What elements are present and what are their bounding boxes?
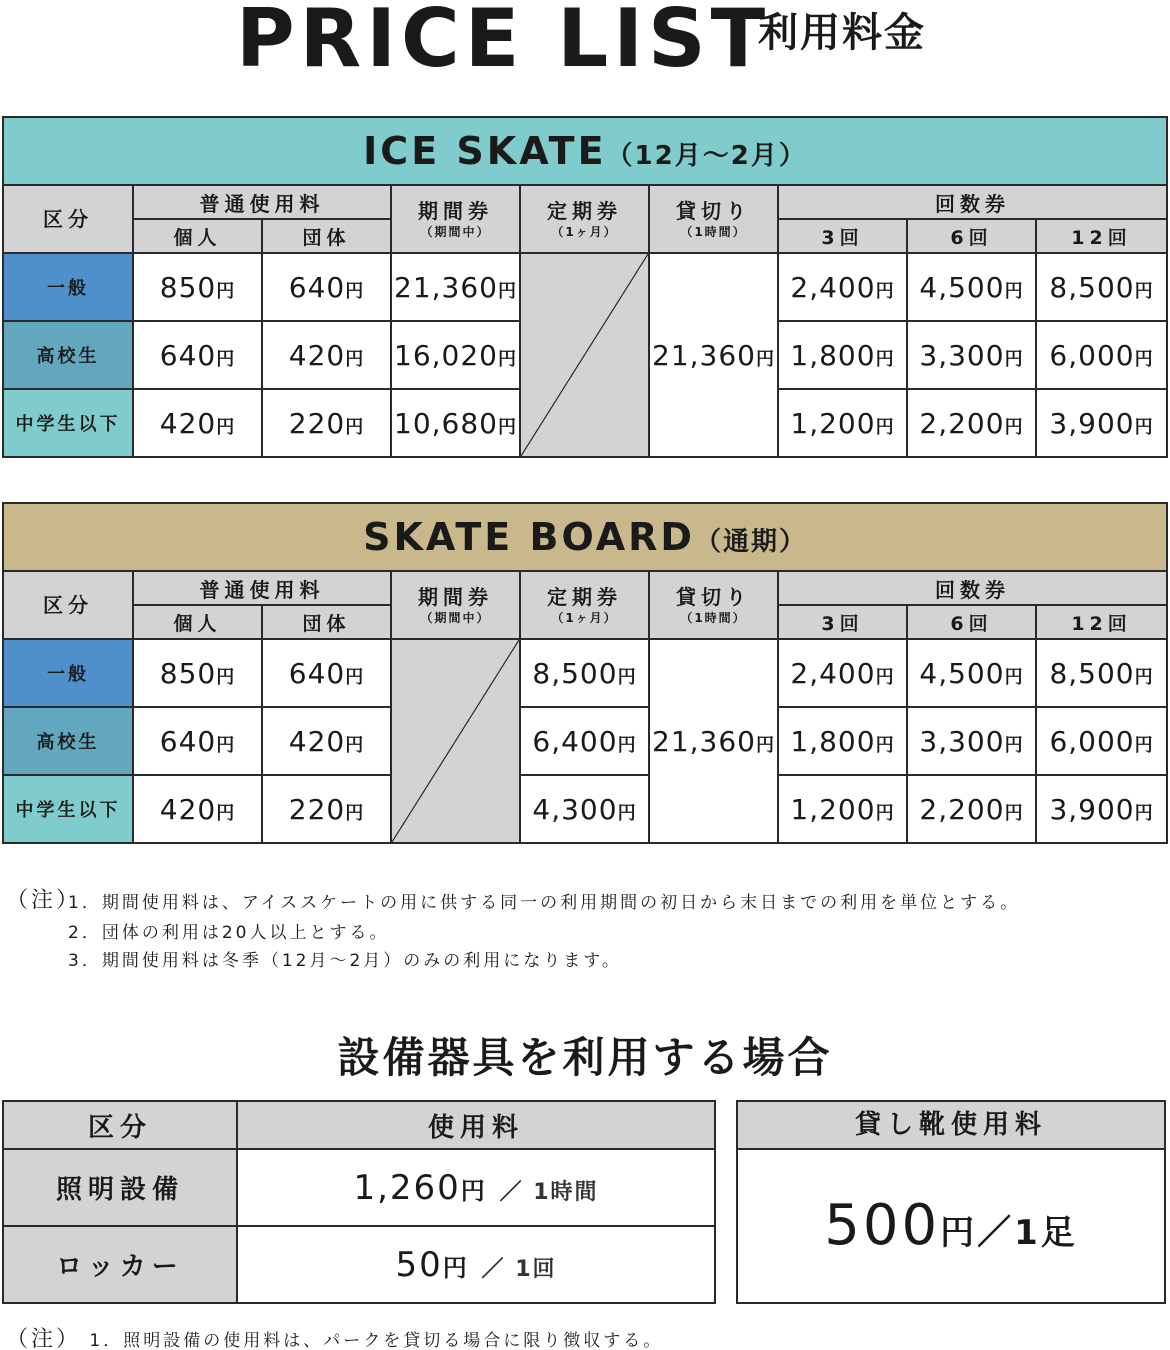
- header-dantai: 団体: [262, 219, 391, 253]
- price-cell: 4,500円: [907, 253, 1036, 321]
- note-line-2: 2．団体の利用は20人以上とする。: [68, 923, 390, 943]
- header-teiki: 定期券 （1ヶ月）: [520, 185, 649, 253]
- title-english: PRICE LIST: [236, 0, 771, 85]
- header-12kai: 12回: [1036, 219, 1167, 253]
- price-cell: 2,200円: [907, 389, 1036, 457]
- page-title: [0, 0, 1170, 85]
- header-teiki: 定期券 （1ヶ月）: [520, 571, 649, 639]
- equipment-price-locker: 50円 ／ 1回: [237, 1226, 715, 1303]
- skate-board-table: [2, 502, 1168, 844]
- header-kojin: 個人: [133, 605, 262, 639]
- price-cell: 220円: [262, 775, 391, 843]
- equipment-section-title: 設備器具を利用する場合: [337, 1033, 833, 1082]
- price-cell: 4,300円: [520, 775, 649, 843]
- skate-board-season: （通期）: [694, 527, 807, 557]
- price-cell: 640円: [133, 321, 262, 389]
- header-3kai: 3回: [778, 219, 907, 253]
- category-chugakusei: 中学生以下: [3, 775, 133, 843]
- ice-skate-table: [2, 116, 1168, 458]
- price-cell: 1,200円: [778, 775, 907, 843]
- title-japanese: 利用料金: [758, 10, 926, 56]
- note-mark: （注）: [6, 1327, 82, 1350]
- shoe-rental-box: [736, 1100, 1166, 1304]
- shoe-rental-title: 貸し靴使用料: [738, 1102, 1164, 1150]
- category-ippan: 一般: [3, 639, 133, 707]
- price-cell: 6,000円: [1036, 707, 1167, 775]
- price-cell: 3,900円: [1036, 389, 1167, 457]
- price-cell: 8,500円: [1036, 253, 1167, 321]
- price-cell: 16,020円: [391, 321, 520, 389]
- header-kojin: 個人: [133, 219, 262, 253]
- price-cell: 640円: [133, 707, 262, 775]
- price-cell: 420円: [133, 775, 262, 843]
- category-koukousei: 高校生: [3, 707, 133, 775]
- price-cell: 420円: [262, 321, 391, 389]
- price-cell: 850円: [133, 253, 262, 321]
- note-line-1: 1．期間使用料は、アイススケートの用に供する同一の利用期間の初日から末日までの利用を単位とする。: [68, 893, 1021, 913]
- not-applicable-cell: [391, 639, 520, 843]
- table-row: [3, 253, 1167, 321]
- table-row: [3, 707, 1167, 775]
- table-row: [3, 639, 1167, 707]
- price-cell: 2,400円: [778, 639, 907, 707]
- equipment-note: [6, 1322, 663, 1350]
- shoe-rental-price: 500円／1足: [824, 1193, 1078, 1258]
- kashikiri-price: 21,360円: [649, 639, 778, 843]
- price-cell: 850円: [133, 639, 262, 707]
- price-cell: 6,400円: [520, 707, 649, 775]
- price-cell: 1,800円: [778, 321, 907, 389]
- ice-skate-season: （12月～2月）: [606, 141, 807, 171]
- price-cell: 8,500円: [1036, 639, 1167, 707]
- header-dantai: 団体: [262, 605, 391, 639]
- equipment-note-line: 1．照明設備の使用料は、パークを貸切る場合に限り徴収する。: [89, 1331, 664, 1350]
- equipment-table: [2, 1100, 716, 1304]
- price-cell: 2,400円: [778, 253, 907, 321]
- diagonal-slash: [392, 640, 519, 842]
- price-cell: 420円: [262, 707, 391, 775]
- skate-board-title: SKATE BOARD: [363, 515, 695, 559]
- price-cell: 6,000円: [1036, 321, 1167, 389]
- header-kaisu: 回数券: [778, 185, 1167, 219]
- kashikiri-price: 21,360円: [649, 253, 778, 457]
- header-kubun: 区分: [3, 185, 133, 253]
- price-cell: 3,300円: [907, 707, 1036, 775]
- table-row: [3, 1226, 715, 1303]
- equipment-label-lighting: 照明設備: [3, 1149, 237, 1226]
- equipment-price-lighting: 1,260円 ／ 1時間: [237, 1149, 715, 1226]
- header-12kai: 12回: [1036, 605, 1167, 639]
- equipment-label-locker: ロッカー: [3, 1226, 237, 1303]
- header-3kai: 3回: [778, 605, 907, 639]
- price-cell: 8,500円: [520, 639, 649, 707]
- note-line-3: 3．期間使用料は冬季（12月～2月）のみの利用になります。: [68, 951, 622, 971]
- price-cell: 420円: [133, 389, 262, 457]
- price-cell: 640円: [262, 253, 391, 321]
- header-6kai: 6回: [907, 219, 1036, 253]
- header-kashikiri: 貸切り （1時間）: [649, 571, 778, 639]
- header-6kai: 6回: [907, 605, 1036, 639]
- price-cell: 1,200円: [778, 389, 907, 457]
- ice-skate-header-band: [3, 117, 1167, 185]
- price-cell: 3,900円: [1036, 775, 1167, 843]
- price-cell: 220円: [262, 389, 391, 457]
- header-fee: 使用料: [237, 1101, 715, 1149]
- header-kikan: 期間券 （期間中）: [391, 571, 520, 639]
- price-cell: 4,500円: [907, 639, 1036, 707]
- category-chugakusei: 中学生以下: [3, 389, 133, 457]
- not-applicable-cell: [520, 253, 649, 457]
- header-kubun: 区分: [3, 571, 133, 639]
- ice-skate-title: ICE SKATE: [363, 129, 607, 173]
- header-kubun: 区分: [3, 1101, 237, 1149]
- price-cell: 1,800円: [778, 707, 907, 775]
- category-ippan: 一般: [3, 253, 133, 321]
- price-cell: 10,680円: [391, 389, 520, 457]
- category-koukousei: 高校生: [3, 321, 133, 389]
- price-cell: 640円: [262, 639, 391, 707]
- price-cell: 3,300円: [907, 321, 1036, 389]
- header-kashikiri: 貸切り （1時間）: [649, 185, 778, 253]
- price-cell: 21,360円: [391, 253, 520, 321]
- price-cell: 2,200円: [907, 775, 1036, 843]
- header-kikan: 期間券 （期間中）: [391, 185, 520, 253]
- table-row: [3, 775, 1167, 843]
- header-futsu: 普通使用料: [133, 185, 391, 219]
- header-kaisu: 回数券: [778, 571, 1167, 605]
- diagonal-slash: [521, 254, 648, 456]
- header-futsu: 普通使用料: [133, 571, 391, 605]
- skate-board-header-band: [3, 503, 1167, 571]
- table-row: [3, 1149, 715, 1226]
- note-mark: （注）: [6, 888, 82, 913]
